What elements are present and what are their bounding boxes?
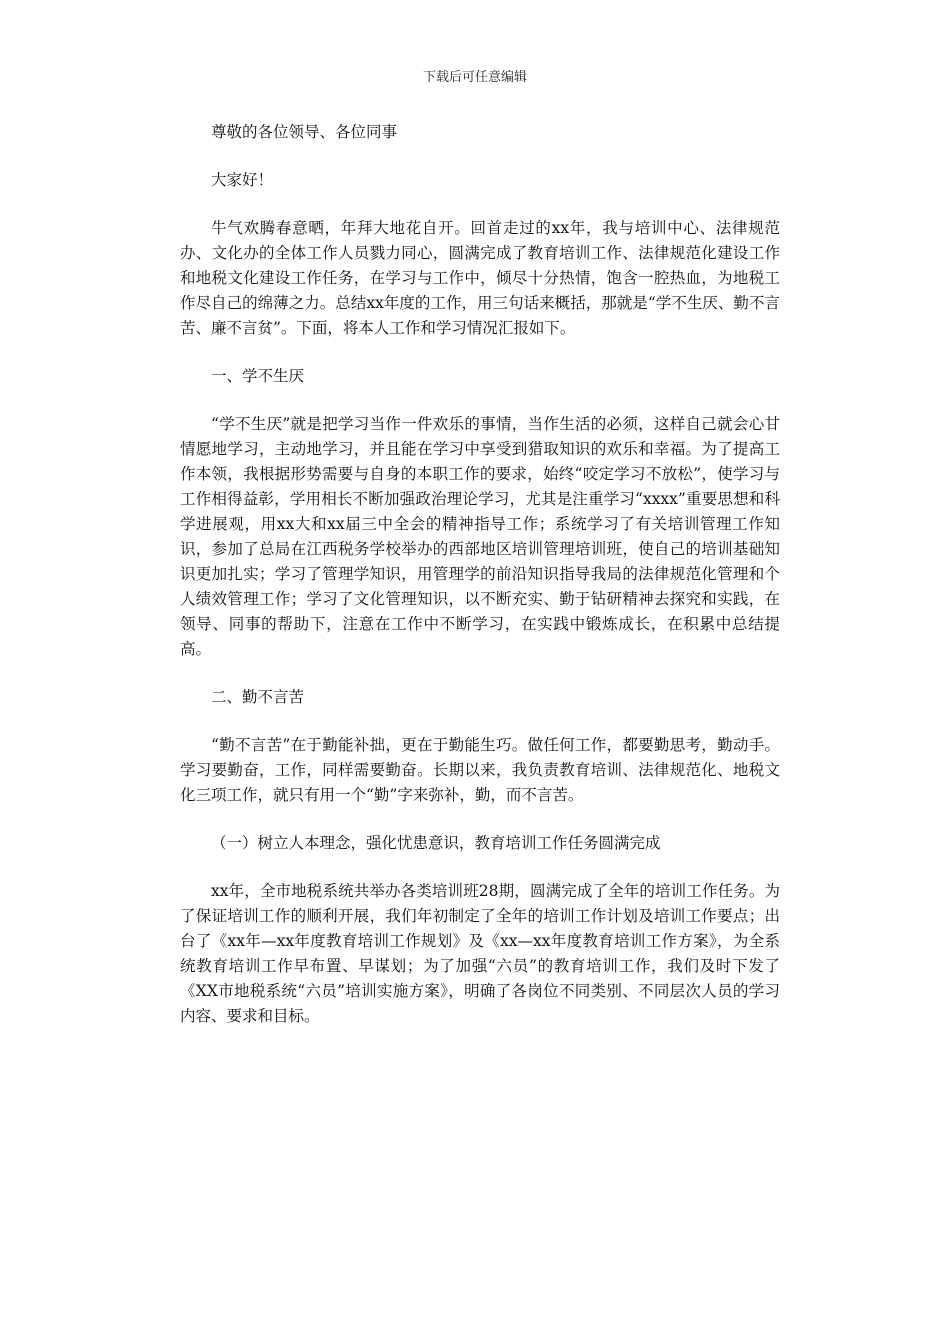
intro-paragraph: 牛气欢腾春意晒，年拜大地花自开。回首走过的xx年，我与培训中心、法律规范办、文化办的全体工作人员戮力同心，圆满完成了教育培训工作、法律规范化建设工作和地税文化建设工作任务，在学习与工作中，倾尽十分热情，饱含一腔热血，为地税工作尽自己的绵薄之力。总结xx年度的工作，用三句话来概括，那就是“学不生厌、勤不言苦、廉不言贫”。下面，将本人工作和学习情况汇报如下。 — [180, 219, 780, 337]
subsection-heading-1: （一）树立人本理念，强化忧患意识，教育培训工作任务圆满完成 — [211, 834, 661, 852]
section-heading-1: 一、学不生厌 — [211, 367, 305, 385]
document-body — [180, 120, 780, 1052]
subsection-paragraph-1: xx年，全市地税系统共举办各类培训班28期，圆满完成了全年的培训工作任务。为了保证培训工作的顺利开展，我们年初制定了全年的培训工作计划及培训工作要点；出台了《xx年—xx年度教育培训工作规划》及《xx—xx年度教育培训工作方案》，为全系统教育培训工作早布置、早谋划；为了加强“六员”的教育培训工作，我们及时下发了《XX市地税系统“六员”培训实施方案》，明确了各岗位不同类别、不同层次人员的学习内容、要求和目标。 — [180, 882, 780, 1025]
page-header: 下载后可任意编辑 — [422, 70, 527, 85]
greeting: 大家好！ — [211, 171, 274, 189]
section-paragraph-1: “学不生厌”就是把学习当作一件欢乐的事情，当作生活的必须，这样自己就会心甘情愿地学习，主动地学习，并且能在学习中享受到猎取知识的欢乐和幸福。为了提高工作本领，我根据形势需要与自身的本职工作的要求，始终“咬定学习不放松”，使学习与工作相得益彰，学用相长不断加强政治理论学习，尤其是注重学习“xxxx”重要思想和科学进展观，用xx大和xx届三中全会的精神指导工作；系统学习了有关培训管理工作知识，参加了总局在江西税务学校举办的西部地区培训管理培训班，使自己的培训基础知识更加扎实；学习了管理学知识，用管理学的前沿知识指导我局的法律规范化管理和个人绩效管理工作；学习了文化管理知识，以不断充实、勤于钻研精神去探究和实践，在领导、同事的帮助下，注意在工作中不断学习，在实践中锻炼成长，在积累中总结提高。 — [180, 415, 780, 658]
section-paragraph-2: “勤不言苦”在于勤能补拙，更在于勤能生巧。做任何工作，都要勤思考，勤动手。学习要勤奋，工作，同样需要勤奋。长期以来，我负责教育培训、法律规范化、地税文化三项工作，就只有用一个“勤”字来弥补，勤，而不言苦。 — [180, 736, 780, 804]
section-heading-2: 二、勤不言苦 — [211, 688, 305, 706]
salutation: 尊敬的各位领导、各位同事 — [211, 123, 398, 141]
